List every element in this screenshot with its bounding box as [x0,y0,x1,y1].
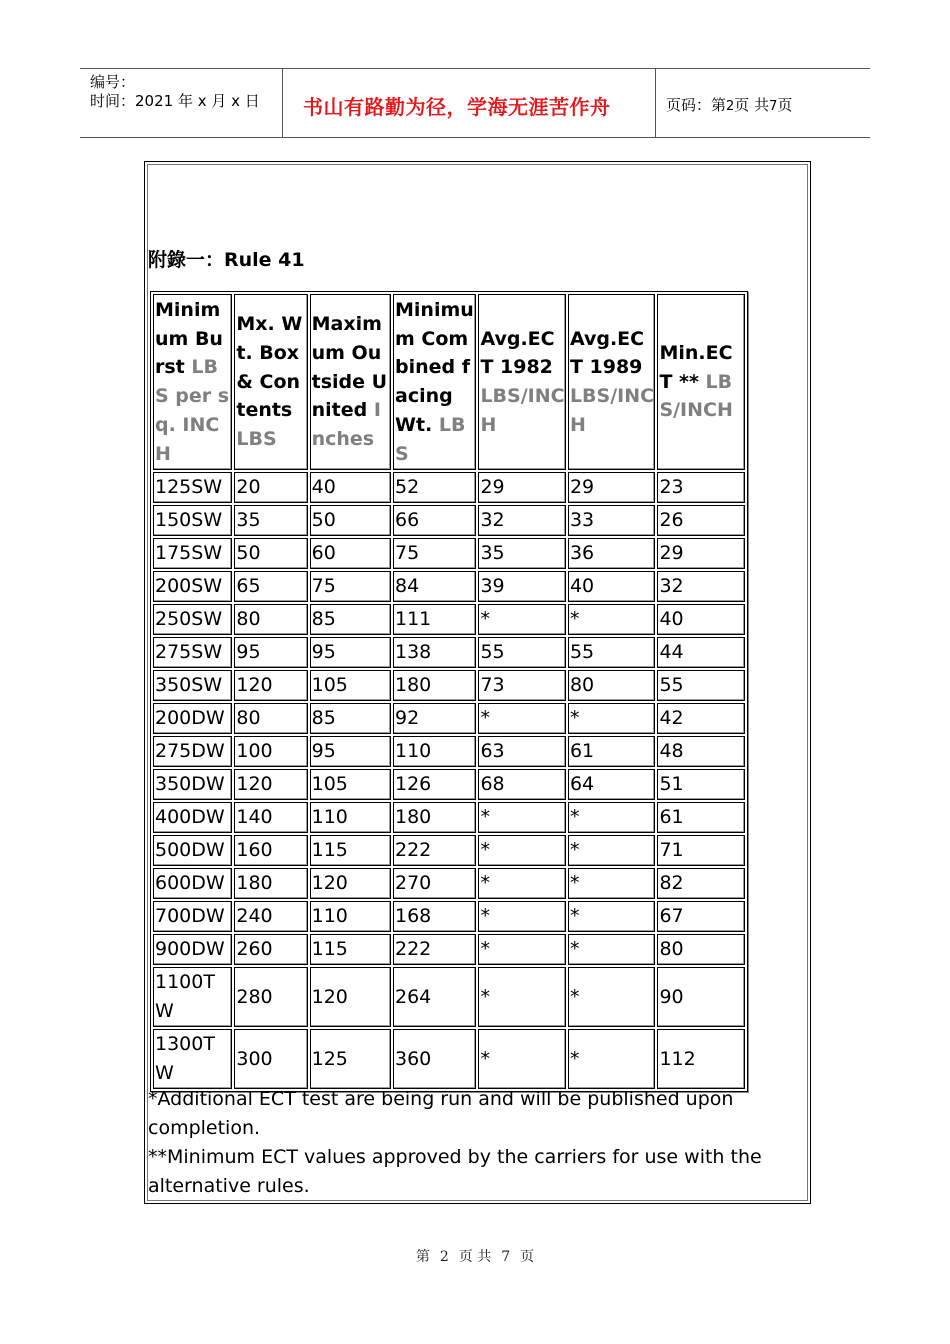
table-cell: 71 [657,835,745,866]
table-cell: 85 [310,604,391,635]
table-cell: 600DW [153,868,232,899]
table-cell: 222 [393,835,476,866]
content-frame [144,161,811,1204]
table-cell: 300 [234,1029,307,1089]
table-cell: 85 [310,703,391,734]
table-cell: 120 [310,967,391,1027]
table-row [153,472,745,503]
table-cell: * [478,967,566,1027]
table-cell: 222 [393,934,476,965]
footer-prefix: 第 [415,1249,430,1265]
table-row [153,538,745,569]
table-cell: 1100TW [153,967,232,1027]
column-header [310,294,391,470]
table-cell: 350SW [153,670,232,701]
table-body [153,472,745,1089]
table-cell: 150SW [153,505,232,536]
table-cell: 175SW [153,538,232,569]
table-cell: 126 [393,769,476,800]
table-cell: 39 [478,571,566,602]
table-header-row [153,294,745,470]
table-cell: 55 [478,637,566,668]
table-cell: 112 [657,1029,745,1089]
table-cell: 180 [393,802,476,833]
table-cell: 250SW [153,604,232,635]
table-cell: 60 [310,538,391,569]
table-cell: 51 [657,769,745,800]
table-cell: 35 [234,505,307,536]
table-cell: 110 [310,802,391,833]
table-cell: 120 [310,868,391,899]
page-header [80,68,870,138]
table-row [153,769,745,800]
table-cell: 75 [393,538,476,569]
header-motto-cell [283,69,656,137]
footer-mid: 页 共 [458,1249,492,1265]
column-header-unit: LBS [395,413,466,465]
note-minimum-ect: **Minimum ECT values approved by the carriers for use with the alternative rules. [148,1146,762,1197]
table-cell: 111 [393,604,476,635]
column-header-unit: LBS/INCH [659,370,733,422]
table-row [153,802,745,833]
table-cell: 260 [234,934,307,965]
footer-suffix: 页 [520,1249,535,1265]
table-cell: 138 [393,637,476,668]
motto: 书山有路勤为径，学海无涯苦作舟 [303,95,611,119]
table-cell: 32 [657,571,745,602]
table-cell: * [478,835,566,866]
table-cell: 350DW [153,769,232,800]
table-cell: 500DW [153,835,232,866]
table-row [153,967,745,1027]
table-cell: 270 [393,868,476,899]
table-cell: 105 [310,769,391,800]
table-cell: 115 [310,835,391,866]
table-cell: 36 [568,538,656,569]
table-cell: 120 [234,670,307,701]
table-cell: 92 [393,703,476,734]
table-cell: 61 [568,736,656,767]
table-cell: 900DW [153,934,232,965]
table-cell: 68 [478,769,566,800]
page-indicator [666,94,792,115]
table-cell: 75 [310,571,391,602]
table-cell: 1300TW [153,1029,232,1089]
time-label: 时间：2021 年 x 月 x 日 [90,92,260,110]
column-header-label: Avg.ECT 1982 [480,327,555,379]
column-header-label: Min.ECT ** [659,342,733,393]
table-cell: 40 [657,604,745,635]
column-header [234,294,307,470]
table-row [153,736,745,767]
rule41-table [150,291,748,1092]
table-row [153,934,745,965]
table-cell: 29 [568,472,656,503]
table-cell: 90 [657,967,745,1027]
table-cell: * [568,868,656,899]
table-cell: * [478,604,566,635]
table-cell: 80 [234,703,307,734]
table-cell: 65 [234,571,307,602]
table-cell: 110 [310,901,391,932]
table-cell: 20 [234,472,307,503]
table-cell: 95 [234,637,307,668]
table-cell: * [478,703,566,734]
page-prefix: 页码：第 [666,96,727,114]
table-cell: 360 [393,1029,476,1089]
table-row [153,835,745,866]
table-cell: 73 [478,670,566,701]
table-row [153,571,745,602]
table-row [153,1029,745,1089]
table-cell: 52 [393,472,476,503]
table-cell: 275DW [153,736,232,767]
table-cell: 63 [478,736,566,767]
table-cell: 264 [393,967,476,1027]
table-cell: 80 [657,934,745,965]
table-cell: 33 [568,505,656,536]
footer-total: 7 [501,1249,511,1265]
table-row [153,505,745,536]
table-cell: 66 [393,505,476,536]
column-header-label: Minimum Burst [155,299,223,379]
page-total: 7 [769,99,778,114]
table-row [153,703,745,734]
table-cell: 23 [657,472,745,503]
table-cell: 84 [393,571,476,602]
footer-current: 2 [439,1249,449,1265]
table-cell: 67 [657,901,745,932]
table-cell: 80 [234,604,307,635]
table-cell: * [568,604,656,635]
table-cell: 280 [234,967,307,1027]
table-cell: 50 [310,505,391,536]
table-cell: 35 [478,538,566,569]
table-cell: 50 [234,538,307,569]
table-cell: 105 [310,670,391,701]
table-cell: * [478,802,566,833]
table-cell: * [568,934,656,965]
table-cell: 200SW [153,571,232,602]
table-cell: 29 [478,472,566,503]
table-cell: 240 [234,901,307,932]
column-header-label: Minimum Combined facing Wt. [395,299,474,436]
table-cell: 42 [657,703,745,734]
table-cell: 44 [657,637,745,668]
table-cell: 48 [657,736,745,767]
column-header-unit: LBS/INCH [480,385,565,436]
table-cell: * [568,967,656,1027]
column-header-unit: LBS/INCH [569,385,655,436]
table-cell: 160 [234,835,307,866]
table-cell: * [478,901,566,932]
table-cell: 275SW [153,637,232,668]
column-header [478,294,566,470]
table-notes [148,1085,788,1201]
table-cell: * [568,1029,656,1089]
number-label: 编号： [90,73,136,91]
appendix-title: 附錄一：Rule 41 [148,249,305,271]
table-cell: 61 [657,802,745,833]
page-footer [0,1246,950,1266]
table-cell: 125 [310,1029,391,1089]
table-cell: 55 [657,670,745,701]
column-header-label: Avg.ECT 1989 [569,327,645,379]
table-row [153,670,745,701]
column-header-label: Maximum Outside United [311,313,388,422]
table-cell: 82 [657,868,745,899]
table-cell: 120 [234,769,307,800]
table-cell: * [478,868,566,899]
column-header [153,294,232,470]
table-cell: 29 [657,538,745,569]
note-additional-ect: *Additional ECT test are being run and will be published upon completion. [148,1088,734,1139]
table-cell: * [568,802,656,833]
column-header [568,294,656,470]
table-row [153,637,745,668]
page-mid: 页 共 [734,96,770,114]
column-header [393,294,476,470]
table-cell: 64 [568,769,656,800]
table-cell: * [478,1029,566,1089]
table-cell: * [568,835,656,866]
table-cell: 700DW [153,901,232,932]
table-cell: 32 [478,505,566,536]
column-header-unit: LBS per sq. INCH [155,356,230,465]
table-cell: 55 [568,637,656,668]
table-cell: 95 [310,736,391,767]
table-cell: 200DW [153,703,232,734]
table-row [153,868,745,899]
table-cell: 40 [310,472,391,503]
table-cell: 180 [234,868,307,899]
column-header-label: Mx. Wt. Box & Contents [236,313,303,422]
table-cell: 125SW [153,472,232,503]
table-cell: 140 [234,802,307,833]
table-cell: 40 [568,571,656,602]
table-cell: 180 [393,670,476,701]
table-cell: 400DW [153,802,232,833]
page-current: 2 [726,99,735,114]
column-header-unit: Inches [311,399,381,451]
column-header [657,294,745,470]
table-cell: 110 [393,736,476,767]
header-info-cell [80,69,283,137]
table-cell: 80 [568,670,656,701]
table-cell: 95 [310,637,391,668]
column-header-unit: LBS [236,428,277,451]
table-row [153,901,745,932]
table-cell: * [478,934,566,965]
table-cell: * [568,703,656,734]
header-page-cell [656,69,870,137]
table-cell: 115 [310,934,391,965]
table-row [153,604,745,635]
page-suffix: 页 [777,96,793,114]
table-cell: * [568,901,656,932]
table-cell: 100 [234,736,307,767]
table-cell: 168 [393,901,476,932]
table-cell: 26 [657,505,745,536]
